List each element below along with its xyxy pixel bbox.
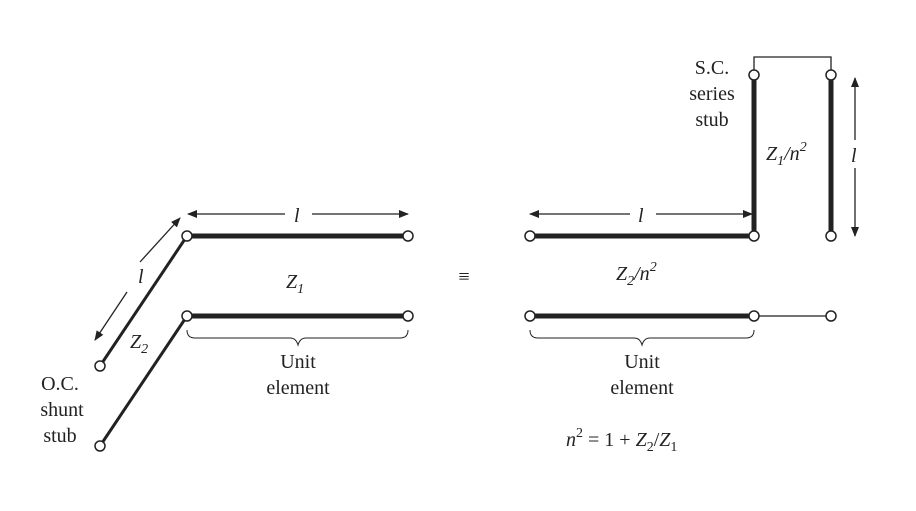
oc-shunt-stub-label-line3: stub [43, 425, 77, 447]
right-stub-length-label: l [851, 145, 857, 167]
oc-shunt-stub-label-line2: shunt [40, 399, 84, 421]
equivalence-symbol: ≡ [458, 266, 470, 288]
right-terminal [826, 231, 836, 241]
left-terminal [182, 231, 192, 241]
left-stub-length-label: l [138, 266, 144, 288]
left-unit-element-label-line1: Unit [280, 351, 316, 373]
left-terminal [403, 231, 413, 241]
right-terminal [749, 231, 759, 241]
transformation-formula: $n^2 = 1 + Z_2/Z_1$ [566, 426, 678, 455]
left-terminal [95, 441, 105, 451]
oc-shunt-stub-label-line1: O.C. [41, 373, 79, 395]
right-impedance-label: $Z_2/n^2$ [616, 260, 657, 289]
right-network [525, 57, 857, 455]
left-terminal [403, 311, 413, 321]
right-terminal [749, 70, 759, 80]
left-terminal [182, 311, 192, 321]
right-unit-element-label-line1: Unit [624, 351, 660, 373]
left-length-label: l [294, 205, 300, 227]
sc-series-stub-label-line2: series [689, 83, 735, 105]
right-terminal [749, 311, 759, 321]
left-impedance-label: $Z_1$ [286, 271, 305, 297]
left-unit-element-label-line2: element [266, 377, 330, 399]
right-unit-element-label-line2: element [610, 377, 674, 399]
left-terminal [95, 361, 105, 371]
right-length-label: l [638, 205, 644, 227]
right-terminal [826, 311, 836, 321]
right-terminal [826, 70, 836, 80]
left-unit-element-brace [187, 330, 408, 345]
left-stub-lower-line [100, 316, 187, 446]
right-stub-impedance-label: $Z_1/n^2$ [766, 140, 807, 169]
sc-series-stub-label-line1: S.C. [694, 57, 730, 79]
right-terminal [525, 231, 535, 241]
sc-series-stub-label-line3: stub [695, 109, 729, 131]
right-stub-short-circuit [754, 57, 831, 75]
left-network [40, 205, 413, 451]
right-unit-element-brace [530, 330, 754, 345]
left-stub-impedance-label: $Z_2$ [130, 331, 149, 357]
right-terminal [525, 311, 535, 321]
